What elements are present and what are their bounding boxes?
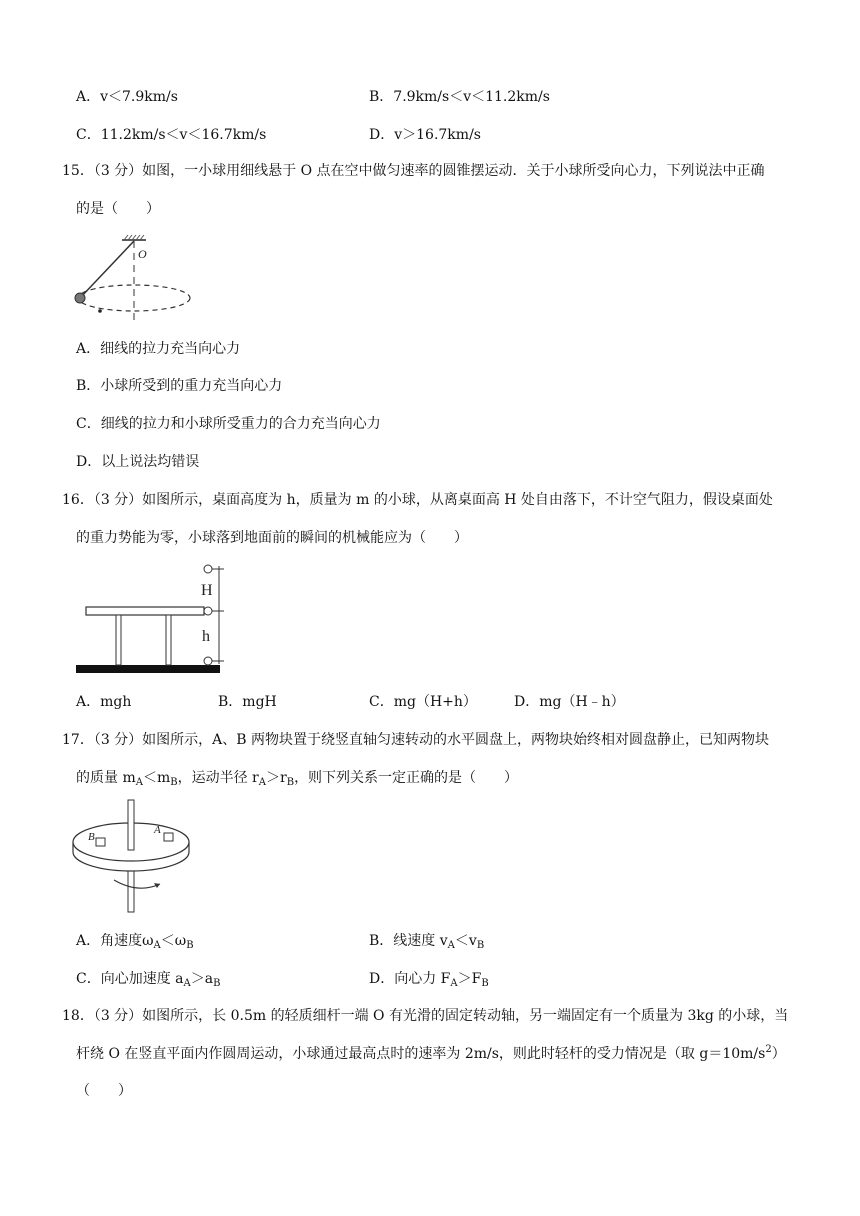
q16-option-b: B．mgH	[218, 694, 277, 710]
q14-option-d: D．v＞16.7km/s	[369, 127, 481, 143]
q18-stem-line3: （ ）	[76, 1083, 132, 1099]
q15-option-b: B．小球所受到的重力充当向心力	[76, 378, 283, 394]
q14-option-c: C．11.2km/s＜v＜16.7km/s	[76, 127, 267, 143]
q16-stem-line1: 16．（3 分）如图所示，桌面高度为 h，质量为 m 的小球，从离桌面高 H 处自由落下，不计空气阻力，假设桌面处	[62, 492, 773, 508]
q16-option-d: D．mg（H﹣h）	[514, 694, 625, 710]
q14-option-b: B．7.9km/s＜v＜11.2km/s	[369, 89, 550, 105]
q17-option-b: B．线速度 $v_A<v_B$	[369, 933, 485, 951]
q14-option-a: A．v＜7.9km/s	[76, 89, 178, 105]
q15-option-d: D．以上说法均错误	[76, 454, 200, 470]
q16-option-c: C．mg（H+h）	[369, 694, 477, 710]
q17-option-a: A．角速度$\omega_A<\omega_B$	[76, 933, 194, 951]
q15-stem-line1: 15．（3 分）如图，一小球用细线悬于 O 点在空中做匀速率的圆锥摆运动．关于小球所受向心力，下列说法中正确	[62, 163, 765, 179]
q18-stem-line1: 18．（3 分）如图所示，长 0.5m 的轻质细杆一端 O 有光滑的固定转动轴，另一端固定有一个质量为 3kg 的小球，当	[62, 1008, 789, 1024]
q17-option-c: C．向心加速度 $a_A>a_B$	[76, 971, 221, 989]
fig-label-B: B	[88, 831, 95, 843]
q15-option-c: C．细线的拉力和小球所受重力的合力充当向心力	[76, 416, 381, 432]
fig-label-o: O	[138, 247, 147, 261]
q18-stem-line2: 杆绕 O 在竖直平面内作圆周运动，小球通过最高点时的速率为 2m/s，则此时轻杆的受力情况是（取 $g=10m/s^2$）	[76, 1044, 786, 1062]
table-drop-figure	[74, 560, 244, 676]
q15-option-a: A．细线的拉力充当向心力	[76, 341, 241, 357]
rotating-disk-figure	[68, 796, 198, 922]
q17-stem-line2: 的质量 $m_A<m_B$，运动半径 $r_A>r_B$，则下列关系一定正确的是（ ）	[76, 770, 519, 788]
q17-stem-line1: 17．（3 分）如图所示，A、B 两物块置于绕竖直轴匀速转动的水平圆盘上，两物块始终相对圆盘静止，已知两物块	[62, 732, 770, 748]
q15-stem-line2: 的是（ ）	[76, 201, 160, 217]
q16-option-a: A．mgh	[76, 694, 132, 710]
conical-pendulum-figure	[70, 232, 210, 328]
fig-label-h: h	[202, 628, 210, 645]
q16-stem-line2: 的重力势能为零，小球落到地面前的瞬间的机械能应为（ ）	[76, 530, 468, 546]
fig-label-H: H	[201, 582, 213, 599]
q17-option-d: D．向心力 $F_A>F_B$	[369, 971, 489, 989]
fig-label-A: A	[154, 824, 161, 836]
